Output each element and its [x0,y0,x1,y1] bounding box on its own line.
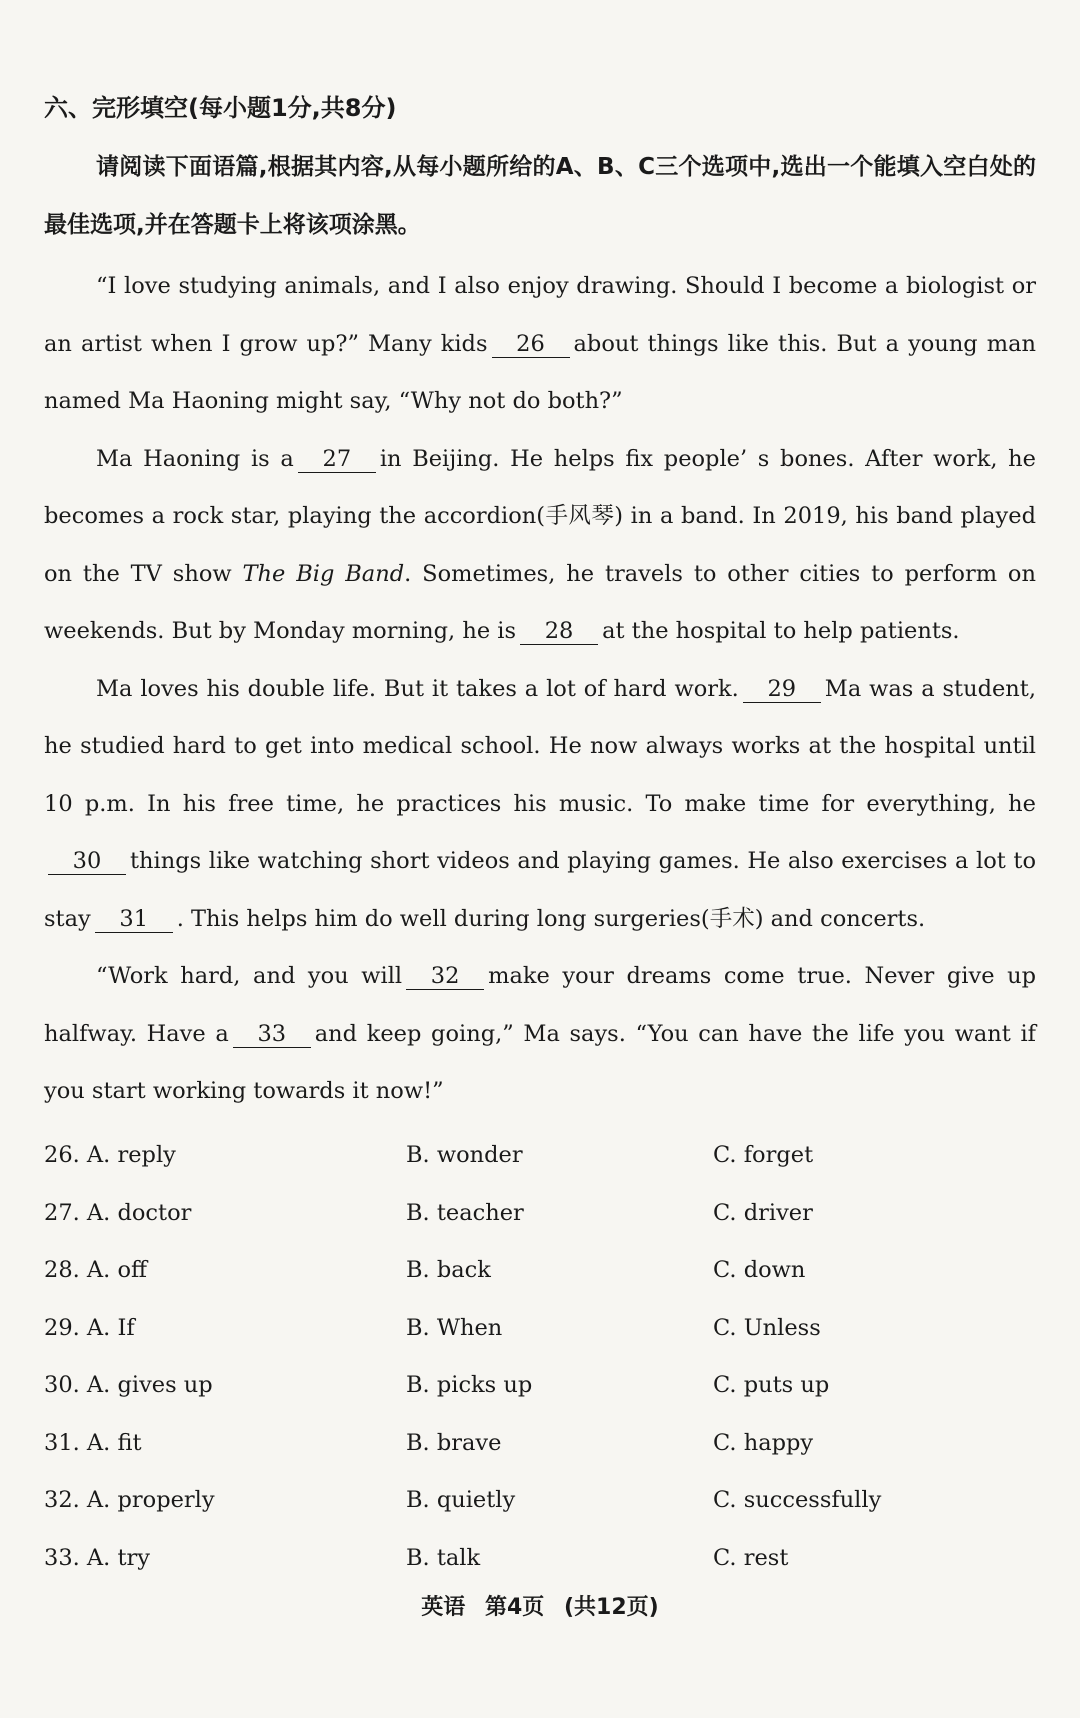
passage-paragraph-3 [44,661,1036,949]
footer-subject: 英语 [421,1595,466,1620]
blank-30: 30 [48,848,126,875]
option-row [44,1242,1036,1300]
blank-31: 31 [95,906,173,933]
option-c: C. puts up [713,1372,830,1399]
option-c: C. successfully [713,1487,882,1514]
exam-page [44,88,1036,1587]
option-b: B. talk [406,1544,481,1571]
show-title: The Big Band [242,560,405,587]
passage-text: . This helps him do well during long surgeries(手术) and concerts. [176,905,926,932]
answer-options [44,1127,1036,1587]
blank-32: 32 [406,963,484,990]
passage-text: and keep going,” Ma says. “You can have the life you want if you start working towards it now!” [44,1020,1036,1104]
option-c: C. rest [713,1544,789,1571]
option-a: 28. A. off [44,1257,148,1284]
passage-text: about things like this. But a young man named Ma Haoning might say, “Why not do both?” [44,330,1036,414]
option-row [44,1357,1036,1415]
option-b: B. brave [406,1429,502,1456]
passage-text: make your dreams come true. Never give up halfway. Have a [44,963,1036,1047]
option-b: B. wonder [406,1142,523,1169]
passage-paragraph-2 [44,431,1036,661]
footer-page-number: 第4页 [484,1595,545,1620]
page-footer [0,1590,1080,1621]
passage-text: “I love studying animals, and I also enjoy drawing. Should I become a biologist or an artist when I grow up?” Many kids [44,273,1036,357]
blank-28: 28 [520,618,598,645]
option-a: 26. A. reply [44,1142,176,1169]
blank-26: 26 [492,331,570,358]
passage-text: “Work hard, and you will [96,963,403,989]
passage-text: . Sometimes, he travels to other cities to perform on weekends. But by Monday morning, he is [44,560,1036,644]
passage-text: Ma was a student, he studied hard to get into medical school. He now always works at the hospital until 10 p.m. In his free time, he practices his music. To make time for everything, he [44,675,1036,817]
section-instructions: 请阅读下面语篇,根据其内容,从每小题所给的A、B、C三个选项中,选出一个能填入空白处的最佳选项,并在答题卡上将该项涂黑。 [44,154,1036,238]
option-row [44,1529,1036,1587]
passage-text: at the hospital to help patients. [602,618,960,644]
option-c: C. Unless [713,1314,821,1341]
option-c: C. happy [713,1429,814,1456]
passage-text: in Beijing. He helps fix people’ s bones. After work, he becomes a rock star, playing the accordion(手风琴) in a band. In 2019, his band played on the TV show [44,445,1036,587]
blank-33: 33 [233,1021,311,1048]
option-row [44,1184,1036,1242]
option-b: B. When [406,1314,503,1341]
cloze-passage [44,258,1036,1121]
option-a: 29. A. If [44,1314,135,1341]
option-row [44,1299,1036,1357]
passage-text: Ma loves his double life. But it takes a lot of hard work. [96,675,739,702]
passage-text: things like watching short videos and playing games. He also exercises a lot to stay [44,848,1036,932]
option-b: B. teacher [406,1199,524,1226]
option-b: B. picks up [406,1372,533,1399]
option-a: 27. A. doctor [44,1199,192,1226]
option-a: 31. A. fit [44,1429,142,1456]
option-c: C. driver [713,1199,813,1226]
option-a: 32. A. properly [44,1487,215,1514]
blank-29: 29 [743,676,821,703]
option-row [44,1414,1036,1472]
passage-text: Ma Haoning is a [96,445,294,472]
option-a: 33. A. try [44,1544,150,1571]
section-title: 六、完形填空(每小题1分,共8分) [44,94,397,122]
option-a: 30. A. gives up [44,1372,213,1399]
blank-27: 27 [298,446,376,473]
option-row [44,1472,1036,1530]
passage-paragraph-1 [44,258,1036,431]
passage-paragraph-4 [44,948,1036,1121]
option-b: B. quietly [406,1487,516,1514]
option-row [44,1127,1036,1185]
option-c: C. down [713,1257,806,1284]
option-c: C. forget [713,1142,814,1169]
option-b: B. back [406,1257,491,1284]
footer-total-pages: (共12页) [563,1595,659,1620]
